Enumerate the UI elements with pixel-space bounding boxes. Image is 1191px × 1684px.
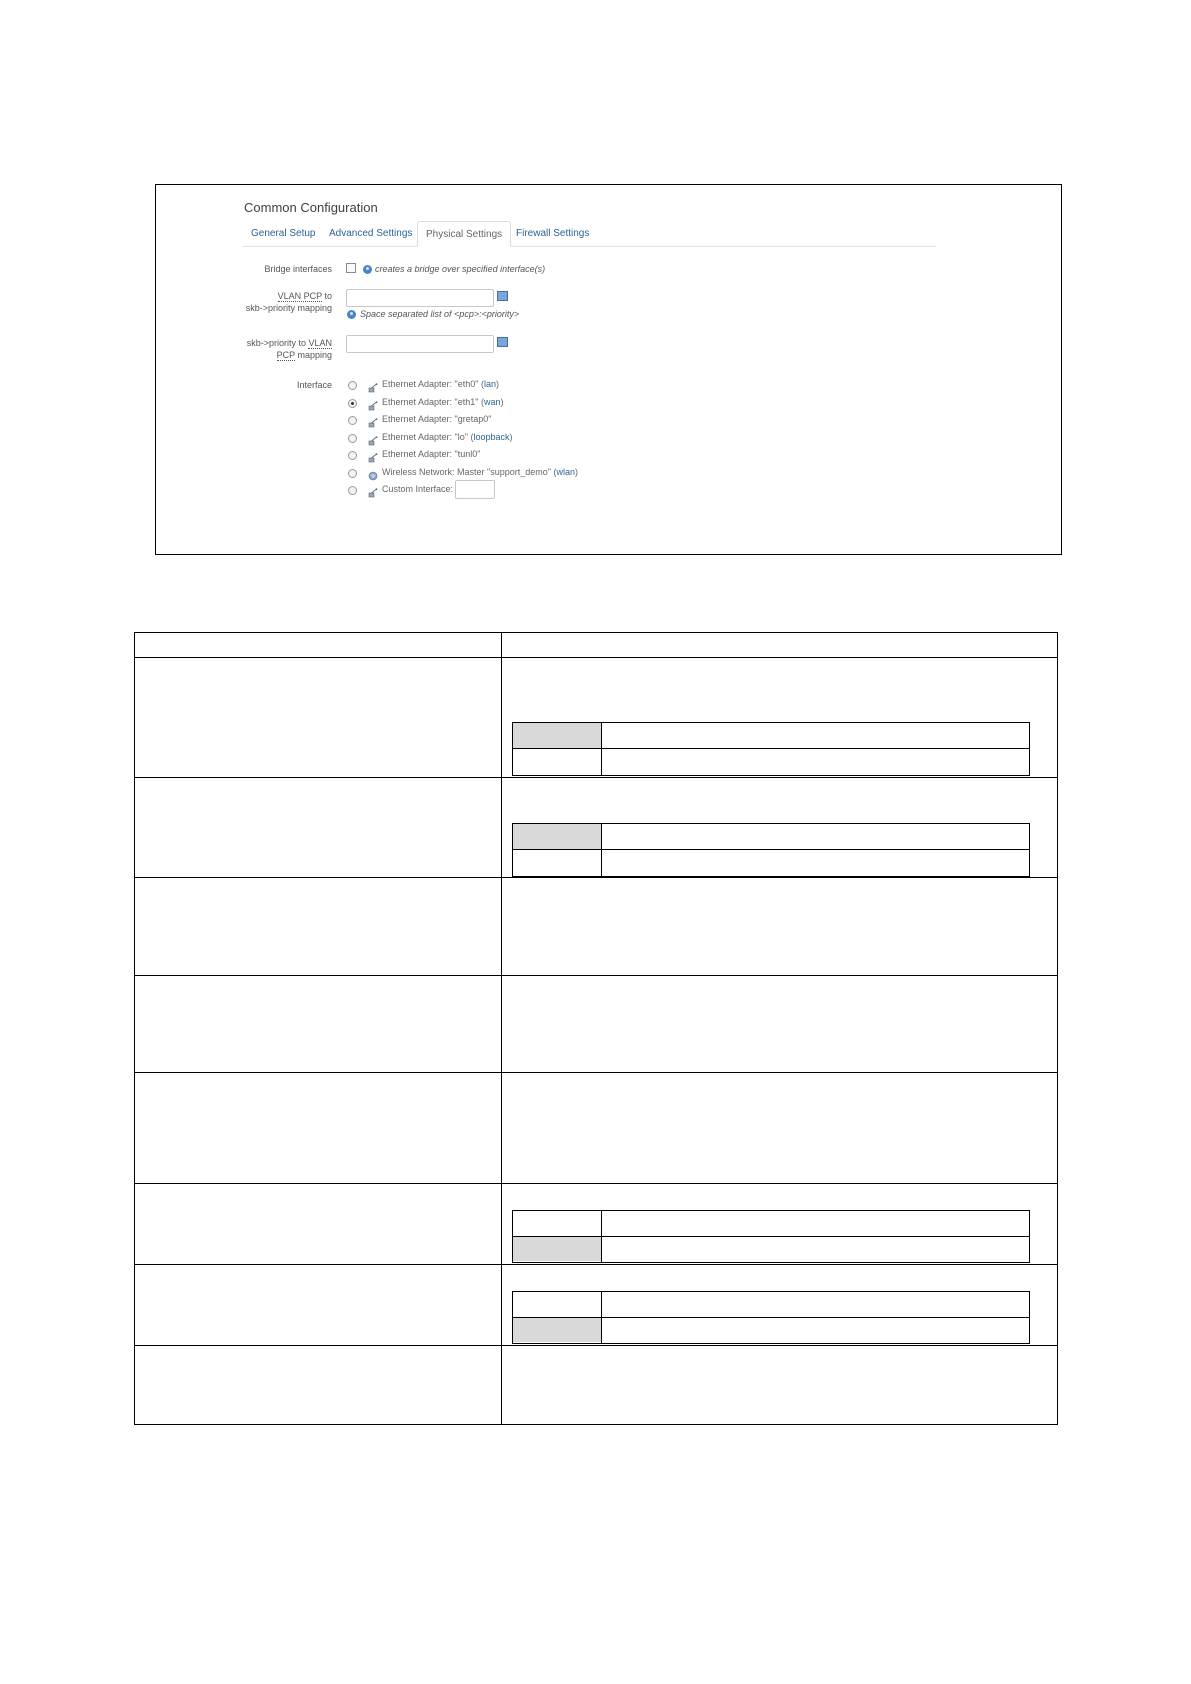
interface-option-label[interactable] xyxy=(382,414,491,424)
table-border-left xyxy=(134,632,135,1425)
skb-priority-label xyxy=(247,337,332,361)
interface-radio[interactable] xyxy=(348,469,357,478)
nested-table-line xyxy=(512,722,1030,723)
vlan-pcp-abbr: VLAN PCP xyxy=(277,291,322,301)
interface-radio[interactable] xyxy=(348,434,357,443)
nested-table-line xyxy=(512,1291,1030,1292)
nested-table-line xyxy=(512,823,513,877)
ethernet-icon xyxy=(368,415,378,425)
custom-interface-input[interactable] xyxy=(455,480,495,499)
tab-bar xyxy=(243,221,936,247)
ethernet-icon xyxy=(368,450,378,460)
table-border-right xyxy=(1057,632,1058,1425)
nested-table-line xyxy=(512,722,513,776)
interface-option-text: Ethernet Adapter: "tunl0" xyxy=(382,449,481,459)
bridge-interfaces-label: Bridge interfaces xyxy=(264,264,332,274)
interface-option-text: Ethernet Adapter: "eth0" ( xyxy=(382,379,484,389)
skb-priority-input[interactable] xyxy=(346,335,494,353)
nested-table-line xyxy=(601,722,602,776)
table-column-divider xyxy=(501,632,502,1425)
table-row-divider xyxy=(134,777,1058,778)
interface-option-text: Ethernet Adapter: "lo" ( xyxy=(382,431,474,442)
network-link[interactable]: wan xyxy=(483,396,501,407)
ethernet-icon xyxy=(368,485,378,495)
nested-table-line xyxy=(1029,1291,1030,1344)
interface-option-close: ) xyxy=(509,431,513,442)
table-row-divider xyxy=(134,657,1058,658)
interface-option-label[interactable] xyxy=(382,449,480,459)
interface-option-text: Ethernet Adapter: "eth1" ( xyxy=(382,396,484,407)
table-row-divider xyxy=(134,1264,1058,1265)
interface-radio[interactable] xyxy=(348,451,357,460)
table-row-divider xyxy=(134,1183,1058,1184)
interface-option-text: Wireless Network: Master "support_demo" ( xyxy=(382,466,557,477)
vlan-pcp-label-line2: skb->priority mapping xyxy=(245,303,332,313)
nested-table-line xyxy=(512,823,1030,824)
page-title: Common Configuration xyxy=(244,200,378,215)
interface-option-label[interactable] xyxy=(382,379,499,389)
bridge-interfaces-hint: creates a bridge over specified interface(s) xyxy=(375,264,546,274)
nested-table-line xyxy=(512,876,1030,877)
nested-cell-shaded xyxy=(513,723,601,748)
nested-table-line xyxy=(512,1236,1030,1237)
config-screenshot xyxy=(155,184,1062,555)
ethernet-icon xyxy=(368,380,378,390)
nested-table-line xyxy=(512,1262,1030,1263)
nested-table-line xyxy=(512,849,1030,850)
skb-priority-vlan-abbr: VLAN xyxy=(308,338,332,348)
table-row-divider xyxy=(134,877,1058,878)
tab-firewall-settings[interactable]: Firewall Settings xyxy=(516,228,590,239)
table-row-divider xyxy=(134,975,1058,976)
nested-table-line xyxy=(512,1210,1030,1211)
table-border-bottom xyxy=(134,1424,1058,1425)
nested-cell-shaded xyxy=(513,1317,601,1342)
interface-radio[interactable] xyxy=(348,416,357,425)
add-value-icon[interactable] xyxy=(497,337,508,347)
table-row-divider xyxy=(134,1072,1058,1073)
network-link[interactable]: lan xyxy=(483,379,496,389)
nested-table-line xyxy=(1029,722,1030,776)
add-value-icon[interactable] xyxy=(497,291,508,301)
nested-table-line xyxy=(512,1317,1030,1318)
skb-priority-label-pre: skb->priority to xyxy=(246,338,309,348)
nested-table-line xyxy=(512,748,1030,749)
interface-label: Interface xyxy=(296,380,332,390)
network-link[interactable]: loopback xyxy=(473,431,510,442)
nested-cell-shaded xyxy=(513,824,601,849)
table-border-top xyxy=(134,632,1058,633)
interface-radio[interactable] xyxy=(348,381,357,390)
interface-option-close: ) xyxy=(495,379,499,389)
help-icon xyxy=(347,310,356,319)
vlan-pcp-label xyxy=(246,290,332,314)
custom-interface-label: Custom Interface: xyxy=(382,484,454,494)
interface-radio[interactable] xyxy=(348,399,357,408)
ethernet-icon xyxy=(368,398,378,408)
vlan-pcp-label-rest: to xyxy=(321,291,332,301)
help-icon xyxy=(363,265,372,274)
tab-physical-settings[interactable]: Physical Settings xyxy=(417,221,511,247)
nested-table-line xyxy=(601,1291,602,1344)
skb-priority-pcp-abbr: PCP xyxy=(276,350,295,360)
nested-table-line xyxy=(1029,1210,1030,1263)
skb-priority-label-rest: mapping xyxy=(294,350,332,360)
nested-table-line xyxy=(1029,823,1030,877)
tab-general-setup[interactable]: General Setup xyxy=(251,228,316,239)
ethernet-icon xyxy=(368,433,378,443)
interface-option-label[interactable] xyxy=(382,432,512,442)
nested-table-line xyxy=(601,1210,602,1263)
interface-option-label[interactable] xyxy=(382,467,578,477)
vlan-pcp-hint: Space separated list of <pcp>:<priority> xyxy=(360,309,520,319)
network-link[interactable]: wlan xyxy=(556,466,575,477)
interface-option-label[interactable] xyxy=(382,397,503,407)
nested-table-line xyxy=(601,823,602,877)
interface-option-text: Ethernet Adapter: "gretap0" xyxy=(382,414,492,424)
nested-cell-shaded xyxy=(513,1236,601,1261)
wireless-icon xyxy=(368,468,378,478)
nested-table-line xyxy=(512,1343,1030,1344)
interface-option-close: ) xyxy=(500,396,504,407)
nested-table-line xyxy=(512,775,1030,776)
table-row-divider xyxy=(134,1345,1058,1346)
nested-table-line xyxy=(512,1291,513,1344)
vlan-pcp-input[interactable] xyxy=(346,289,494,307)
interface-option-close: ) xyxy=(574,466,578,477)
custom-interface-radio[interactable] xyxy=(348,486,357,495)
tab-advanced-settings[interactable]: Advanced Settings xyxy=(329,228,413,239)
nested-table-line xyxy=(512,1210,513,1263)
bridge-interfaces-checkbox[interactable] xyxy=(346,263,356,273)
